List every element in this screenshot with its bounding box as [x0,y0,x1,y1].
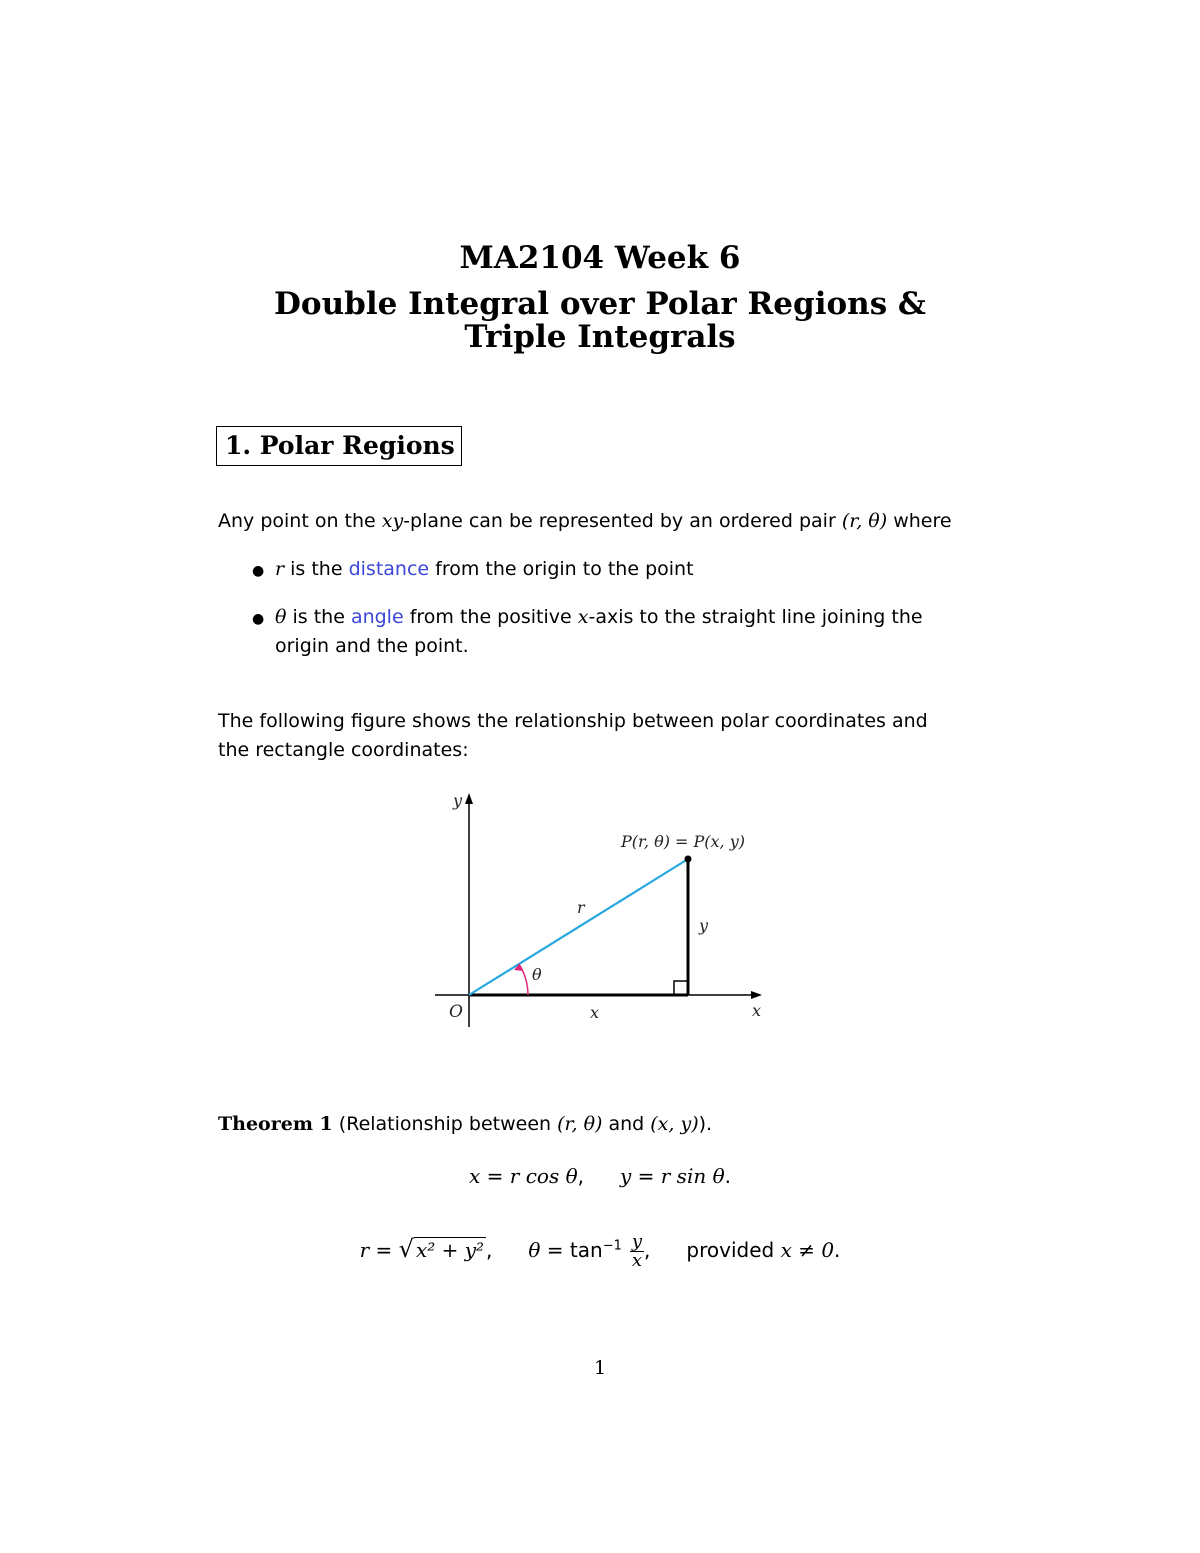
title-line-2: Double Integral over Polar Regions & [274,286,926,322]
bullet-item-angle-line2: origin and the point. [275,635,469,657]
bullet-var-r: r [275,558,285,580]
y-axis-label: y [453,791,463,810]
eq2-condition: x ≠ 0 [780,1238,835,1262]
bullet-text-post: from the positive [403,606,578,628]
eq2-end: . [834,1238,841,1262]
page-number: 1 [593,1357,607,1379]
intro-xy: xy [381,510,404,532]
point-label: P(r, θ) = P(x, y) [621,832,746,851]
highlight-angle: angle [350,606,404,628]
bullet-item-angle [275,603,923,632]
x-axis-label: x [752,1001,762,1020]
eq2-sqrt-content: x² + y² [415,1238,485,1262]
theorem-rt: (r, θ) [557,1113,603,1135]
eq2-inverse: −1 [602,1238,622,1254]
origin-label: O [449,1002,463,1022]
bullet-text: is the [284,558,349,580]
x-side-label: x [590,1003,600,1022]
bullet-text: is the [286,606,351,628]
eq1-eq-b: = [631,1164,661,1188]
bullet-text-post2: -axis to the straight line joining the [588,606,923,628]
bullet-item-distance [275,555,694,584]
eq1-eq: = [480,1164,510,1188]
intro-text-mid: -plane can be represented by an ordered pair [403,510,842,532]
eq2-fraction [630,1233,644,1270]
bullet-marker: ● [252,563,265,579]
intro-pair: (r, θ) [841,510,888,532]
theorem-1 [218,1110,712,1139]
eq1-y: y [619,1164,632,1188]
bullet-var-x: x [577,606,589,628]
title-line-1: MA2104 Week 6 [459,240,741,276]
bullet-marker: ● [252,611,265,627]
bullet-text-post: from the origin to the point [429,558,694,580]
r-line [469,859,688,995]
eq2-provided: provided [686,1238,781,1262]
bullet-var-theta: θ [275,606,287,628]
intro-paragraph [218,507,952,536]
figure-intro-line-2: the rectangle coordinates: [218,739,469,761]
y-side-label: y [699,916,709,935]
fraction-denominator: x [630,1251,644,1270]
highlight-distance: distance [348,558,430,580]
eq2-theta: θ [528,1238,541,1262]
r-label: r [577,898,585,917]
title-line-3: Triple Integrals [464,319,736,355]
equation-1 [0,1164,1200,1188]
x-axis-arrow [751,991,762,999]
right-angle-mark [674,981,688,995]
point-p [685,856,692,863]
figure-intro-line-1: The following figure shows the relationship between polar coordinates and [218,710,928,732]
eq1-rcos: r cos θ [509,1164,578,1188]
intro-text: Any point on the [218,510,382,532]
sqrt-sign: √ [398,1235,414,1263]
theorem-desc: (Relationship between [332,1113,558,1135]
eq2-tan: = tan [540,1238,603,1262]
eq2-comma-2: , [644,1238,651,1262]
theorem-desc-post: ). [698,1113,713,1135]
theorem-xy: (x, y) [650,1113,699,1135]
eq1-sep: , [577,1164,584,1188]
theta-label: θ [532,965,542,984]
eq1-rsin: r sin θ [660,1164,725,1188]
eq2-eq: = [369,1238,399,1262]
y-axis-arrow [465,793,473,804]
eq1-end: . [724,1164,731,1188]
equation-2 [0,1233,1200,1270]
eq1-x: x [469,1164,481,1188]
polar-coordinates-figure [425,785,775,1035]
eq2-comma: , [486,1238,493,1262]
fraction-numerator: y [631,1231,643,1252]
section-heading: 1. Polar Regions [216,426,462,466]
intro-text-post: where [887,510,952,532]
eq2-r: r [359,1238,370,1262]
theorem-name: Theorem 1 [218,1113,333,1135]
theorem-and: and [602,1113,651,1135]
